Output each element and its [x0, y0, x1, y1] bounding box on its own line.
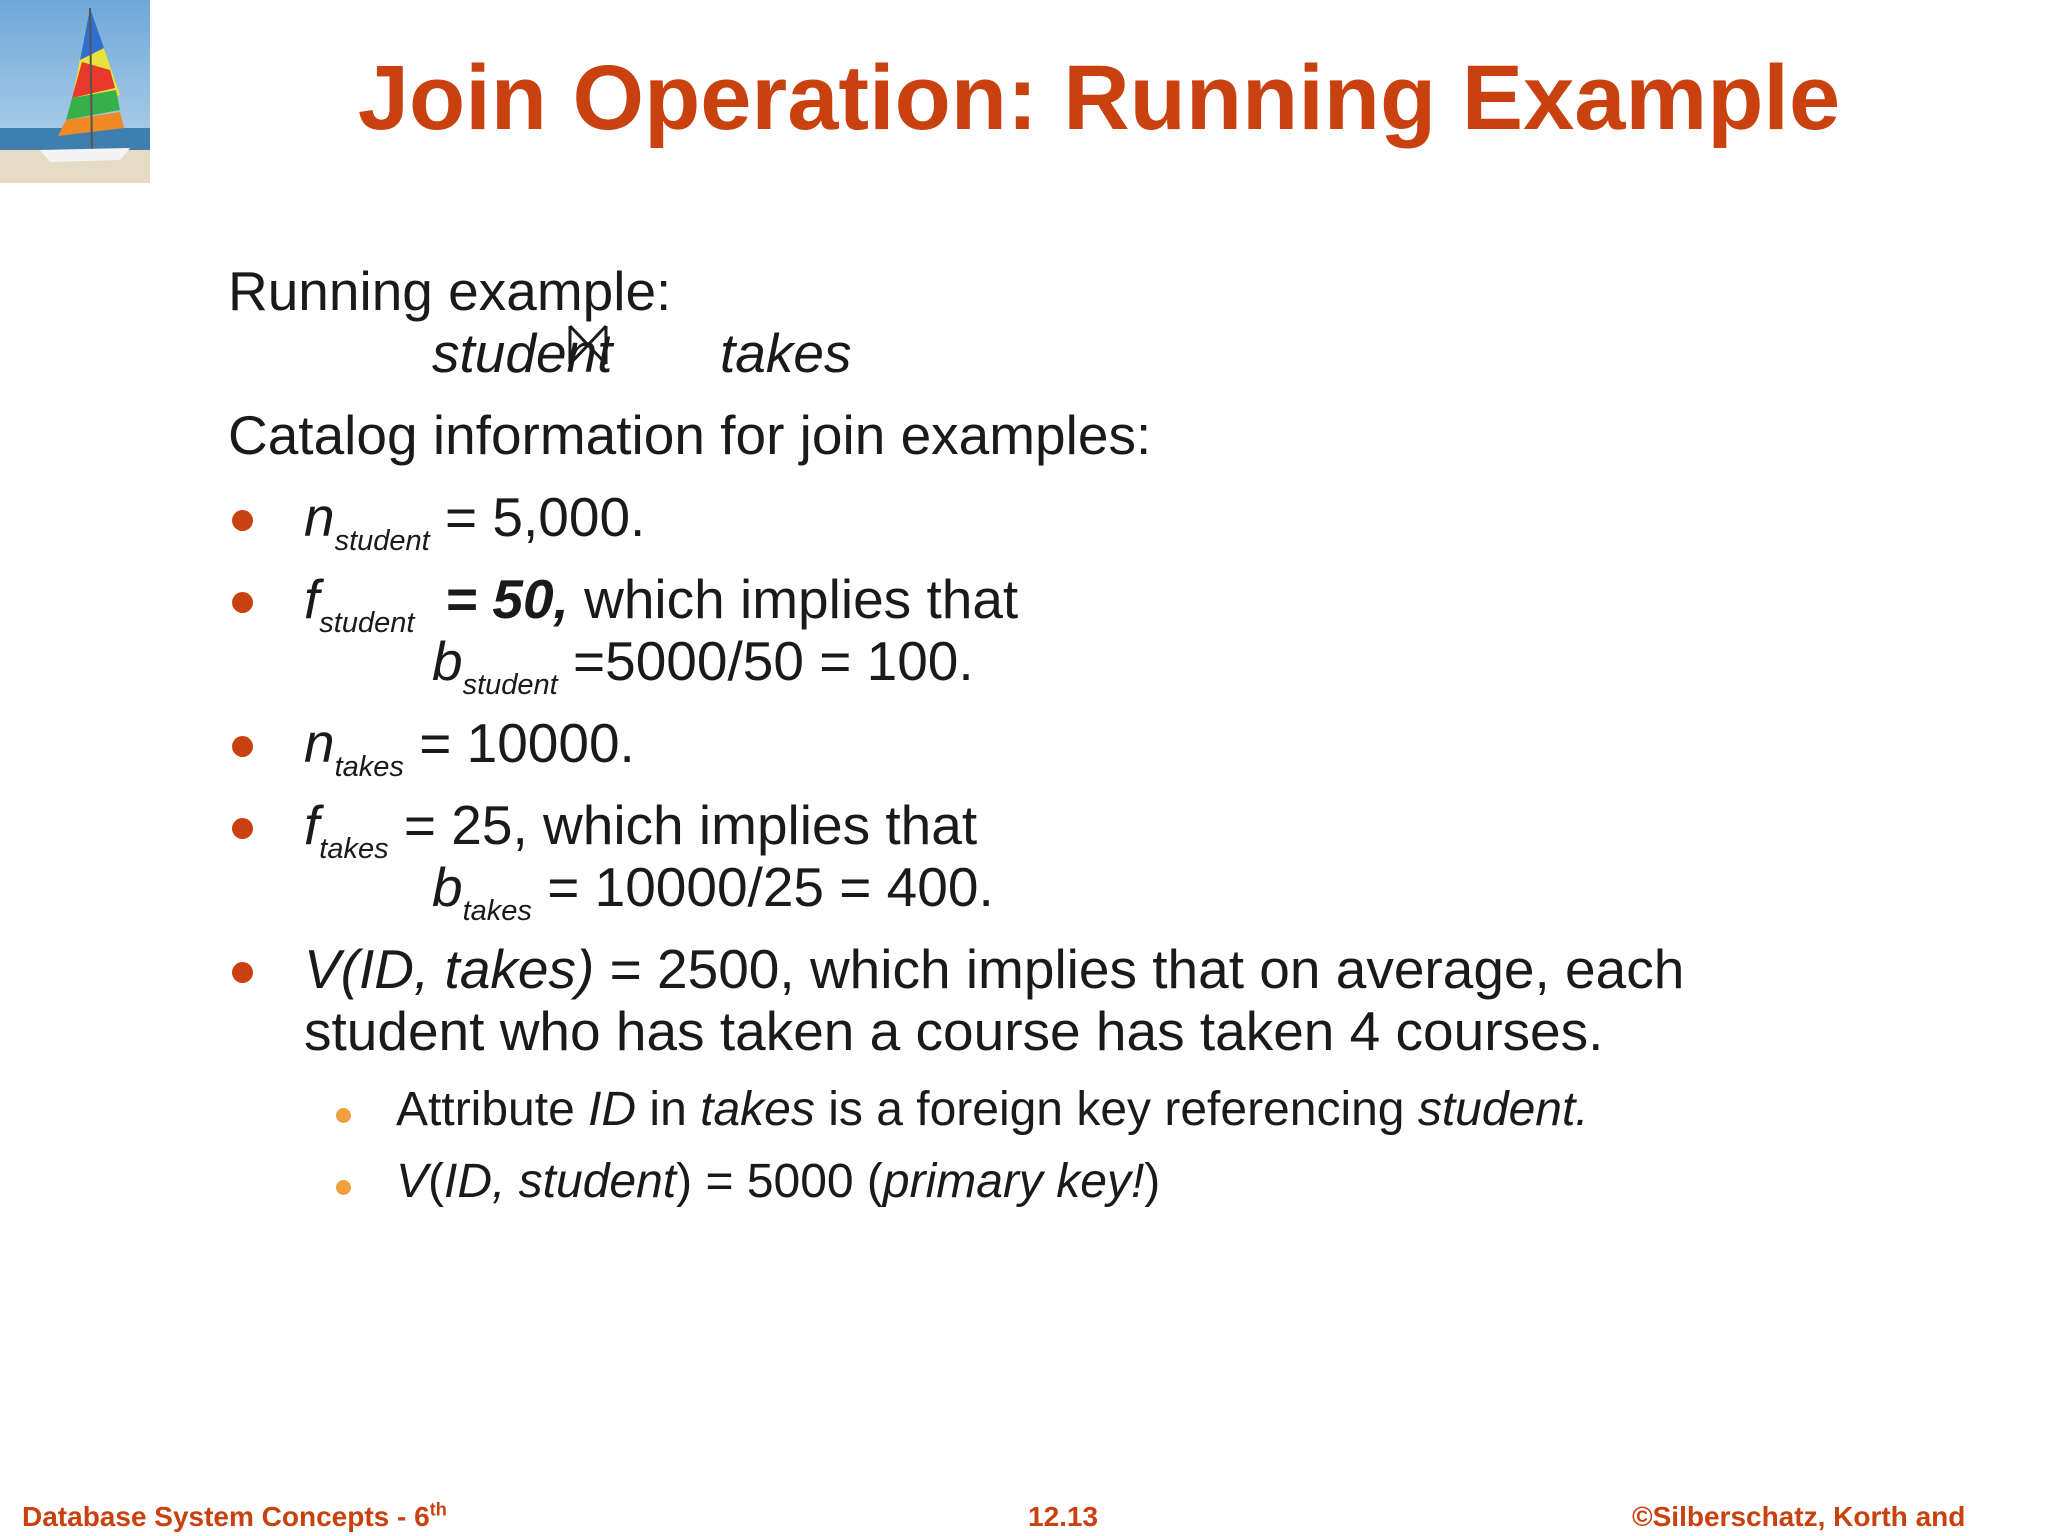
- f-student-item: [304, 568, 1019, 639]
- value-text: = 2500, which implies that on average, each: [594, 938, 1685, 1000]
- subscript: takes: [462, 895, 532, 927]
- value-text: = 25, which implies that: [388, 794, 978, 856]
- subscript: takes: [319, 833, 389, 865]
- subscript: student: [462, 669, 558, 701]
- footer-right: ©Silberschatz, Korth and: [1632, 1501, 1966, 1532]
- args: ID, student: [444, 1155, 677, 1208]
- text: V: [396, 1155, 429, 1208]
- f-takes-item: [304, 794, 978, 865]
- foreign-key-item: [396, 1083, 1589, 1136]
- text: ) = 5000 (: [676, 1155, 883, 1208]
- bullet-dot: [232, 962, 253, 983]
- text: (: [428, 1155, 444, 1208]
- right-relation: takes: [720, 322, 852, 384]
- relation-name: student.: [1417, 1083, 1589, 1136]
- value-text: = 10000.: [403, 712, 635, 774]
- sub-bullet-dot: [336, 1180, 351, 1195]
- bullet-dot: [232, 592, 253, 613]
- slide-title: Join Operation: Running Example: [357, 47, 1841, 149]
- b-takes-item: [432, 856, 994, 927]
- bowtie-join-icon: [566, 322, 610, 368]
- left-relation: student: [432, 322, 613, 384]
- value-text: = 50,: [444, 568, 569, 630]
- relation-name: takes: [700, 1083, 815, 1136]
- footer-left: [22, 1497, 447, 1536]
- symbol: b: [432, 630, 463, 692]
- attr-name: ID: [588, 1083, 637, 1136]
- b-student-item: [432, 630, 974, 701]
- symbol: n: [304, 486, 335, 548]
- term: V(ID, takes): [304, 938, 595, 1000]
- value-text: = 5,000.: [429, 486, 646, 548]
- running-example-label: Running example:: [228, 260, 672, 322]
- subscript: student: [334, 525, 430, 557]
- symbol: n: [304, 712, 335, 774]
- bullet-dot: [232, 818, 253, 839]
- n-takes-item: [304, 712, 635, 783]
- n-student-item: [304, 486, 646, 557]
- footer-sup: th: [429, 1499, 447, 1520]
- bullet-dot: [232, 736, 253, 757]
- symbol: f: [304, 568, 320, 630]
- catalog-heading: Catalog information for join examples:: [228, 404, 1152, 466]
- value-text: = 10000/25 = 400.: [531, 856, 994, 918]
- subscript: student: [319, 607, 415, 639]
- subscript: takes: [334, 751, 404, 783]
- footer-text: Database System Concepts - 6: [22, 1501, 430, 1532]
- value-text: which implies that: [568, 568, 1019, 630]
- footer-center: 12.13: [1028, 1501, 1099, 1532]
- v-id-student-item: [396, 1155, 1161, 1208]
- bullet-dot: [232, 510, 253, 531]
- text: Attribute: [396, 1083, 589, 1136]
- note: primary key!: [882, 1155, 1145, 1208]
- text: is a foreign key referencing: [814, 1083, 1418, 1136]
- symbol: f: [304, 794, 320, 856]
- text: ): [1144, 1155, 1161, 1208]
- sub-bullet-dot: [336, 1108, 351, 1123]
- value-text: =5000/50 = 100.: [557, 630, 974, 692]
- text: in: [636, 1083, 701, 1136]
- symbol: b: [432, 856, 463, 918]
- v-id-takes-item: [304, 938, 1685, 1000]
- v-id-takes-line2: student who has taken a course has taken 4 courses.: [304, 1000, 1604, 1062]
